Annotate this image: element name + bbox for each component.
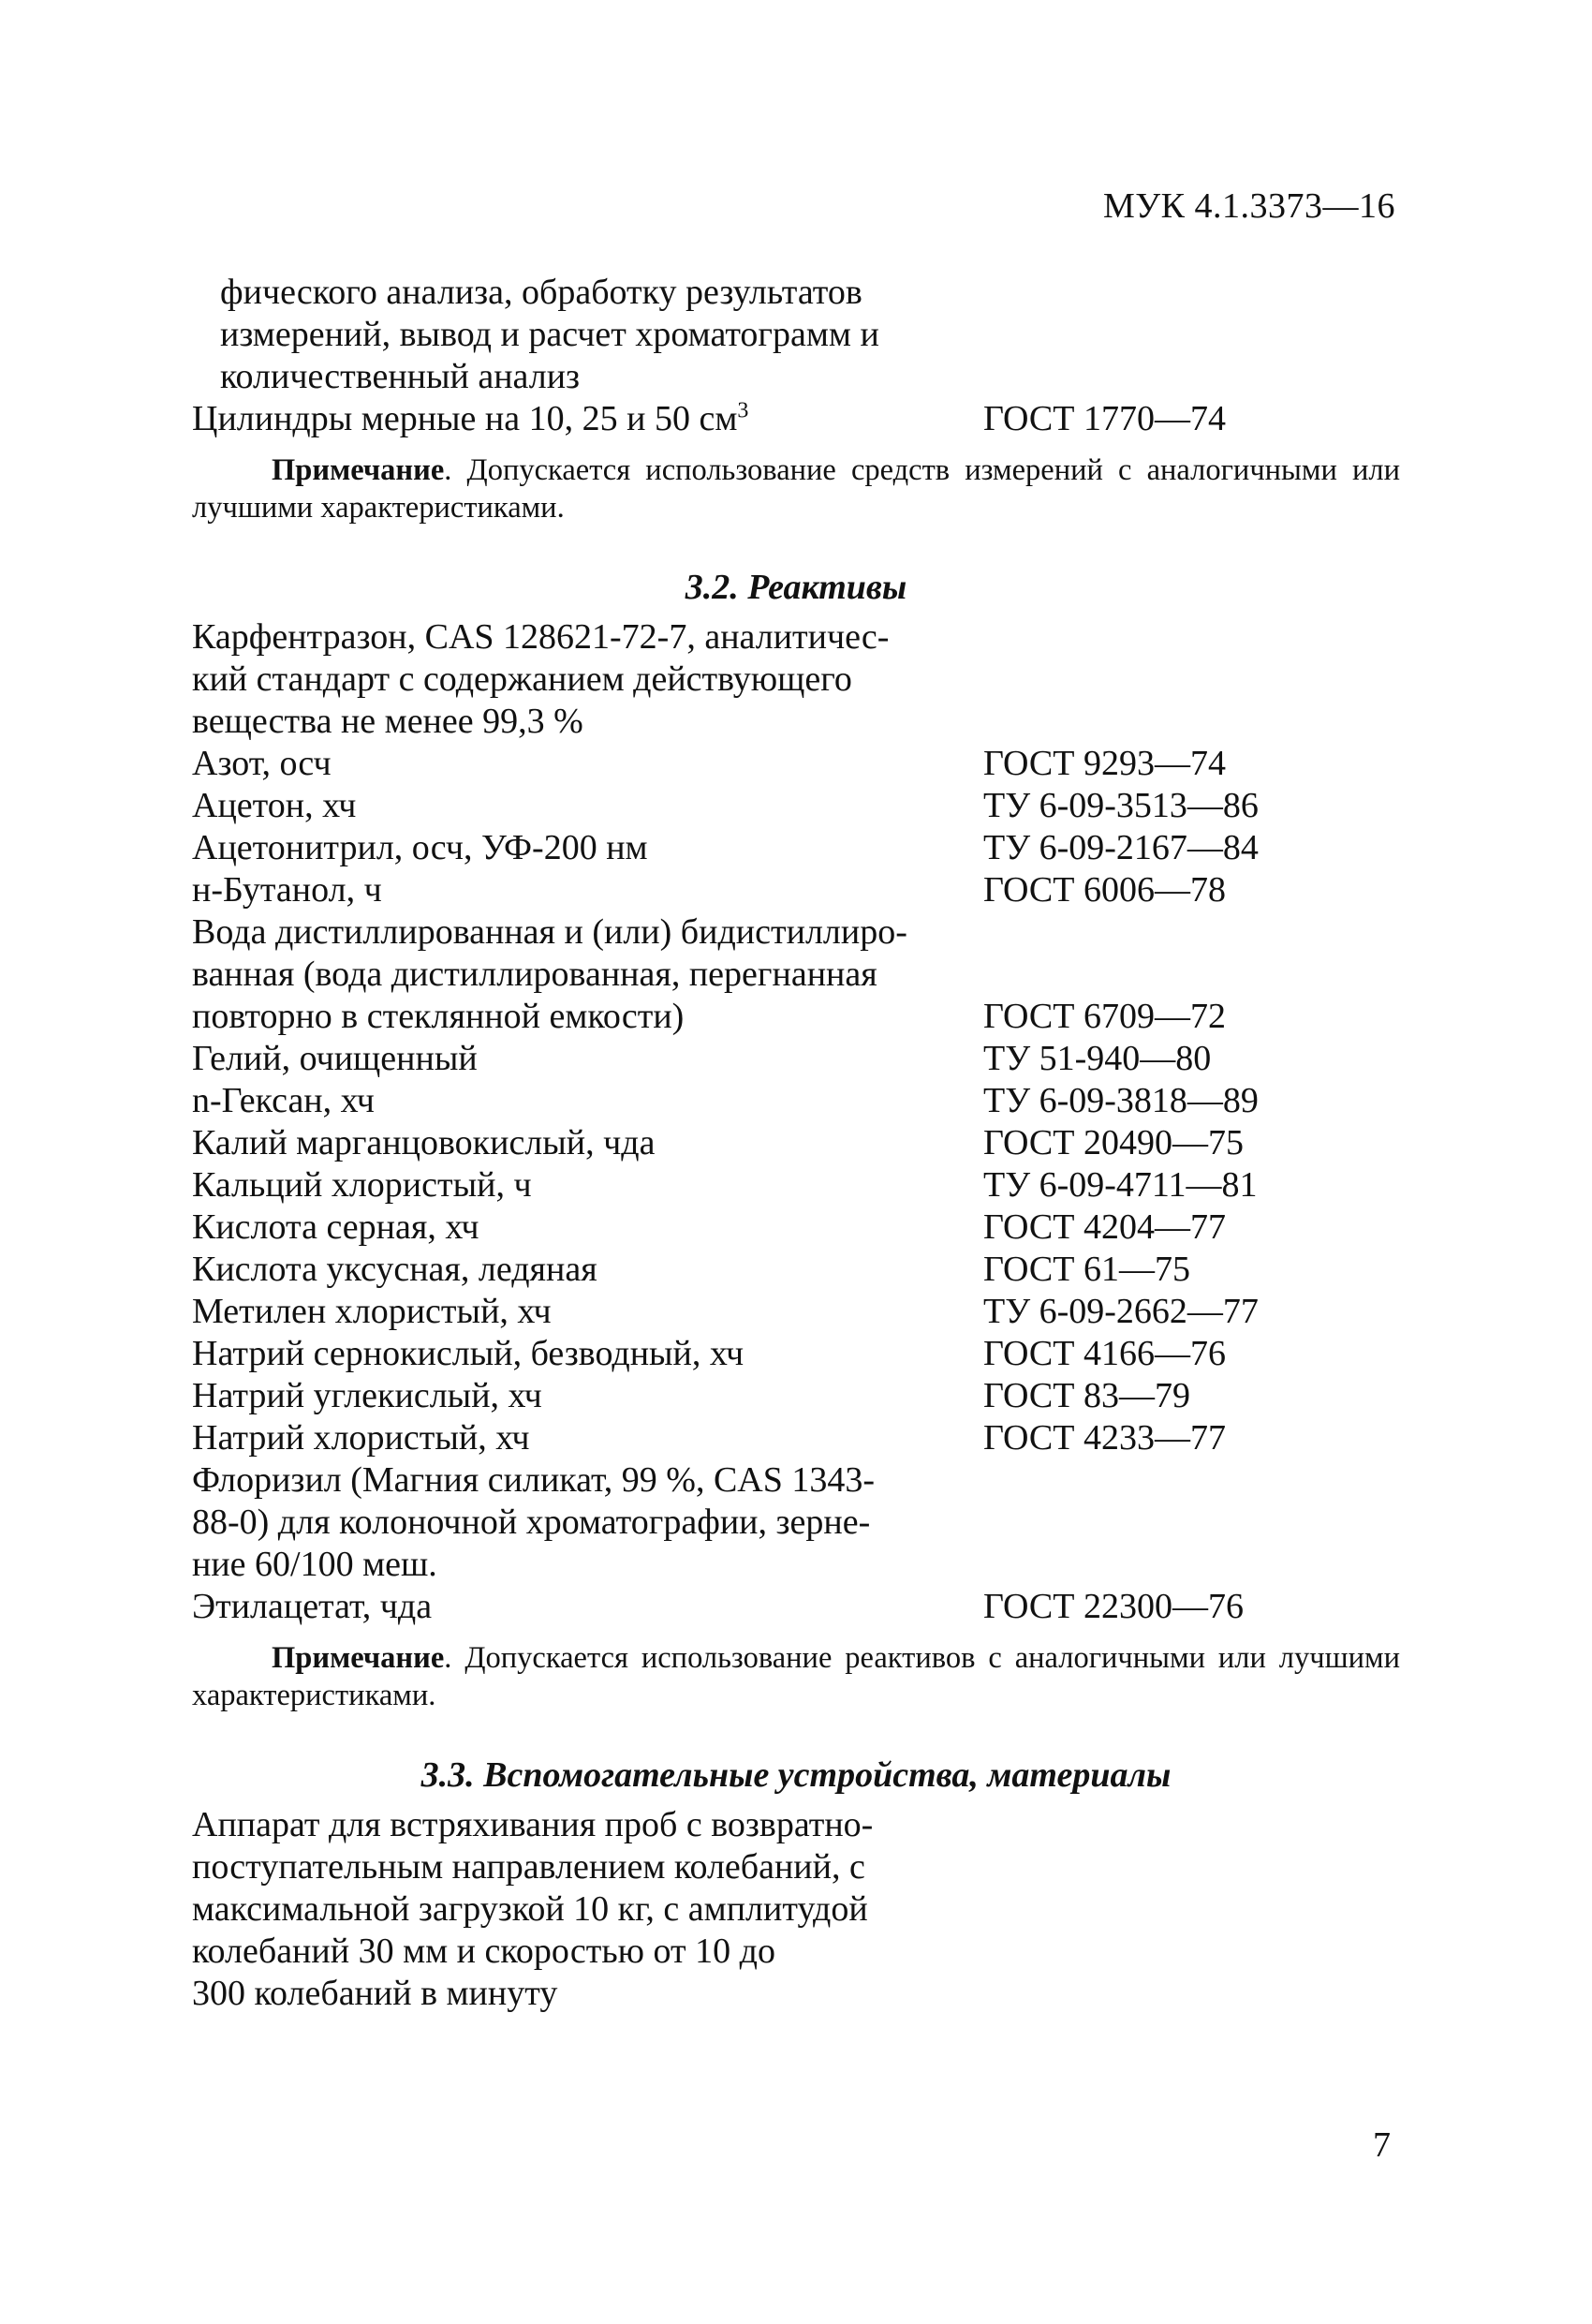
item-standard: ГОСТ 6709—72 [983,997,1226,1036]
item-line: максимальной загрузкой 10 кг, с амплитудой [192,1889,868,1929]
item-standard: ГОСТ 20490—75 [983,1123,1244,1162]
item-name: Ацетон, хч [192,786,357,825]
item-standard: ТУ 6-09-3513—86 [983,786,1259,825]
list-item-cont [192,1931,1400,1973]
list-item-cont [192,996,1400,1038]
item-standard: ГОСТ 83—79 [983,1376,1190,1415]
item-name: Натрий хлористый, хч [192,1418,530,1458]
item-line: повторно в стеклянной емкости) [192,997,685,1036]
reagents-list [192,616,1400,1628]
list-item [192,785,1400,827]
item-standard: ТУ 6-09-4711—81 [983,1165,1258,1205]
item-standard: ГОСТ 1770—74 [983,399,1226,438]
list-item [192,1586,1400,1628]
item-line: 88-0) для колоночной хроматографии, зерне- [192,1502,871,1542]
note-label: Примечание [272,453,445,487]
page-content [192,272,1400,2015]
auxiliary-list [192,1804,1400,2015]
software-description [192,272,1400,398]
list-item [192,743,1400,785]
list-item [192,911,1400,954]
item-name: Кальций хлористый, ч [192,1165,532,1205]
list-item-cont [192,1544,1400,1586]
note-instruments [192,451,1400,526]
item-name-text: Цилиндры мерные на 10, 25 и 50 см [192,399,738,438]
item-line: Флоризил (Магния силикат, 99 %, CAS 1343- [192,1460,876,1500]
list-item [192,616,1400,659]
list-item [192,1333,1400,1375]
list-item-cont [192,1973,1400,2015]
item-name: Калий марганцовокислый, чда [192,1123,656,1162]
note-label: Примечание [272,1641,445,1675]
text-line: измерений, вывод и расчет хроматограмм и [220,315,879,354]
item-name: n-Гексан, хч [192,1081,375,1120]
item-standard: ГОСТ 6006—78 [983,870,1226,910]
list-item [192,1122,1400,1164]
superscript: 3 [737,398,749,423]
document-code-header: МУК 4.1.3373—16 [1102,186,1395,226]
item-name: Азот, осч [192,744,332,783]
item-line: ние 60/100 меш. [192,1545,437,1584]
list-item [192,827,1400,869]
list-item [192,1249,1400,1291]
item-name: Натрий углекислый, хч [192,1376,542,1415]
list-item-cylinders [192,398,1400,440]
item-standard: ГОСТ 9293—74 [983,744,1226,783]
item-name: Ацетонитрил, осч, УФ-200 нм [192,828,648,867]
list-item [192,1080,1400,1122]
item-standard: ТУ 51-940—80 [983,1039,1212,1078]
list-item [192,1206,1400,1249]
list-item-cont [192,1502,1400,1544]
item-name: Натрий сернокислый, безводный, хч [192,1334,744,1373]
item-line: колебаний 30 мм и скоростью от 10 до [192,1932,775,1971]
item-standard: ГОСТ 22300—76 [983,1587,1244,1626]
list-item [192,1804,1400,1846]
item-line: Вода дистиллированная и (или) бидистиллиро- [192,912,907,952]
section-heading-auxiliary: 3.3. Вспомогательные устройства, материалы [420,1755,1172,1795]
item-standard: ТУ 6-09-2167—84 [983,828,1259,867]
item-standard: ГОСТ 4204—77 [983,1207,1226,1247]
note-text: . Допускается использование средств измерений с аналогичными или лучшими характеристиками. [192,453,1400,525]
page-number: 7 [1373,2125,1391,2165]
item-line: вещества не менее 99,3 % [192,702,583,741]
list-item-cont [192,1888,1400,1931]
item-standard: ТУ 6-09-2662—77 [983,1292,1259,1331]
item-line: 300 колебаний в минуту [192,1974,558,2013]
list-item [192,1459,1400,1502]
item-line: ванная (вода дистиллированная, перегнанная [192,955,877,994]
list-item [192,1164,1400,1206]
item-name: Гелий, очищенный [192,1039,478,1078]
list-item [192,1291,1400,1333]
item-line: Карфентразон, CAS 128621-72-7, аналитичес- [192,617,890,657]
item-standard: ТУ 6-09-3818—89 [983,1081,1259,1120]
item-name [192,398,983,440]
note-reagents [192,1639,1400,1714]
list-item-cont [192,659,1400,701]
item-name: н-Бутанол, ч [192,870,382,910]
item-line: поступательным направлением колебаний, с [192,1847,865,1887]
item-line: Аппарат для встряхивания проб с возвратно- [192,1805,874,1844]
item-name: Этилацетат, чда [192,1587,433,1626]
list-item-cont [192,1846,1400,1888]
list-item [192,869,1400,911]
item-standard: ГОСТ 61—75 [983,1250,1190,1289]
text-line: количественный анализ [220,357,581,396]
section-heading-reagents: 3.2. Реактивы [685,568,907,607]
list-item [192,1038,1400,1080]
item-name: Кислота серная, хч [192,1207,479,1247]
item-standard: ГОСТ 4233—77 [983,1418,1226,1458]
list-item [192,1375,1400,1417]
item-name: Кислота уксусная, ледяная [192,1250,597,1289]
item-standard: ГОСТ 4166—76 [983,1334,1226,1373]
item-line: кий стандарт с содержанием действующего [192,659,852,699]
item-name: Метилен хлористый, хч [192,1292,552,1331]
list-item-cont [192,701,1400,743]
text-line: фического анализа, обработку результатов [220,273,862,312]
list-item-cont [192,954,1400,996]
list-item [192,1417,1400,1459]
note-text: . Допускается использование реактивов с аналогичными или лучшими характеристиками. [192,1641,1400,1712]
